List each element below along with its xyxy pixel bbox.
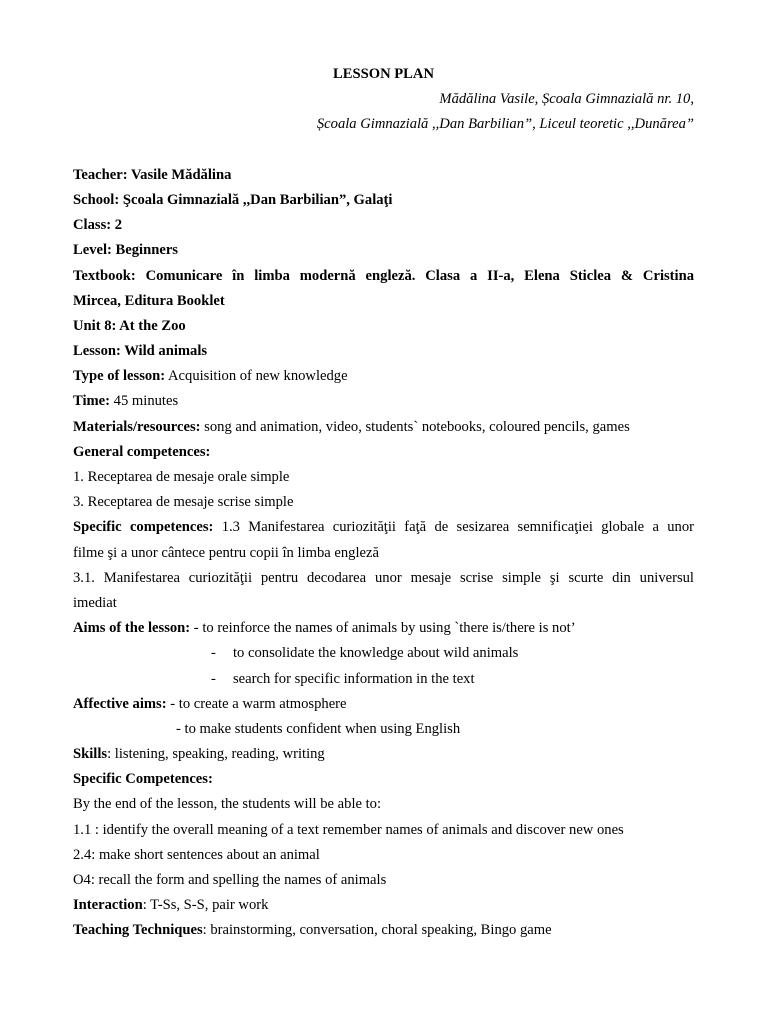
type-of-lesson-value: Acquisition of new knowledge <box>165 368 348 385</box>
specific-competences-intro: By the end of the lesson, the students will be able to: <box>73 796 382 813</box>
specific-competence-3-1: 3.1. Manifestarea curiozităţii pentru decodarea unor mesaje scrise simple şi scurte din universul <box>73 569 694 586</box>
specific-competences-value: 1.3 Manifestarea curiozităţii faţă de sesizarea semnificaţiei globale a unor <box>213 519 694 536</box>
affective-aims-item: - to make students confident when using English <box>176 720 461 737</box>
aims-row <box>73 616 694 641</box>
interaction-row <box>73 893 694 918</box>
lesson-field: Lesson: Wild animals <box>73 343 208 360</box>
affective-aims-label: Affective aims: <box>73 695 167 712</box>
type-of-lesson-label: Type of lesson: <box>73 368 166 385</box>
interaction-value: : T-Ss, S-S, pair work <box>142 897 269 914</box>
document-title: LESSON PLAN <box>333 66 434 82</box>
author-line-2: Școala Gimnazială ,,Dan Barbilian”, Liceul teoretic ,,Dunărea” <box>316 116 694 133</box>
author-line-1: Mădălina Vasile, Școala Gimnazială nr. 10, <box>439 91 694 108</box>
time-label: Time: <box>73 393 111 410</box>
specific-competences-row <box>73 515 694 540</box>
time-value: 45 minutes <box>110 393 179 410</box>
specific-competence-item: O4: recall the form and spelling the names of animals <box>73 872 387 888</box>
affective-aims-row <box>73 692 694 717</box>
skills-value: : listening, speaking, reading, writing <box>107 746 325 763</box>
specific-competence-item: 2.4: make short sentences about an animal <box>73 846 320 863</box>
class-field: Class: 2 <box>73 217 123 234</box>
aims-item <box>73 641 694 666</box>
unit-field: Unit 8: At the Zoo <box>73 317 186 334</box>
blank-line <box>73 138 694 163</box>
specific-competences-label: Specific competences: <box>73 519 214 536</box>
skills-row <box>73 742 694 767</box>
aims-item <box>73 667 694 692</box>
teaching-techniques-label: Teaching Techniques <box>73 922 203 939</box>
lesson-plan-page <box>73 62 694 944</box>
aims-value: - to reinforce the names of animals by using `there is/there is not’ <box>190 620 576 637</box>
dash-bullet: - <box>211 670 216 687</box>
general-competence-3: 3. Receptarea de mesaje scrise simple <box>73 494 294 511</box>
general-competences-heading: General competences: <box>73 443 211 460</box>
materials-label: Materials/resources: <box>73 418 201 435</box>
dash-bullet: - <box>211 645 216 662</box>
affective-aims-value: - to create a warm atmosphere <box>166 695 347 712</box>
specific-competence-item: 1.1 : identify the overall meaning of a text remember names of animals and discover new ones <box>73 821 624 838</box>
interaction-label: Interaction <box>73 897 143 914</box>
specific-competences-continuation: filme şi a unor cântece pentru copii în limba engleză <box>73 544 379 561</box>
level-field: Level: Beginners <box>73 242 178 259</box>
textbook-line-1: Textbook: Comunicare în limba modernă engleză. Clasa a II-a, Elena Sticlea & Cristina <box>73 267 694 284</box>
general-competence-1: 1. Receptarea de mesaje orale simple <box>73 469 290 485</box>
school-field: School: Şcoala Gimnazială ,,Dan Barbilian”, Galaţi <box>73 191 393 208</box>
teaching-techniques-row <box>73 918 694 943</box>
skills-label: Skills <box>73 746 108 763</box>
textbook-line-2: Mircea, Editura Booklet <box>73 292 225 309</box>
type-of-lesson-row <box>73 364 694 389</box>
specific-competence-3-1-continuation: imediat <box>73 594 117 611</box>
teacher-field: Teacher: Vasile Mădălina <box>73 166 232 183</box>
materials-value: song and animation, video, students` notebooks, coloured pencils, games <box>200 418 630 435</box>
specific-competences-heading: Specific Competences: <box>73 771 213 788</box>
time-row <box>73 389 694 414</box>
aims-label: Aims of the lesson: <box>73 620 191 637</box>
teaching-techniques-value: : brainstorming, conversation, choral speaking, Bingo game <box>202 922 552 939</box>
aims-item-text: search for specific information in the text <box>233 670 475 687</box>
aims-item-text: to consolidate the knowledge about wild animals <box>233 645 519 662</box>
materials-row <box>73 415 694 440</box>
